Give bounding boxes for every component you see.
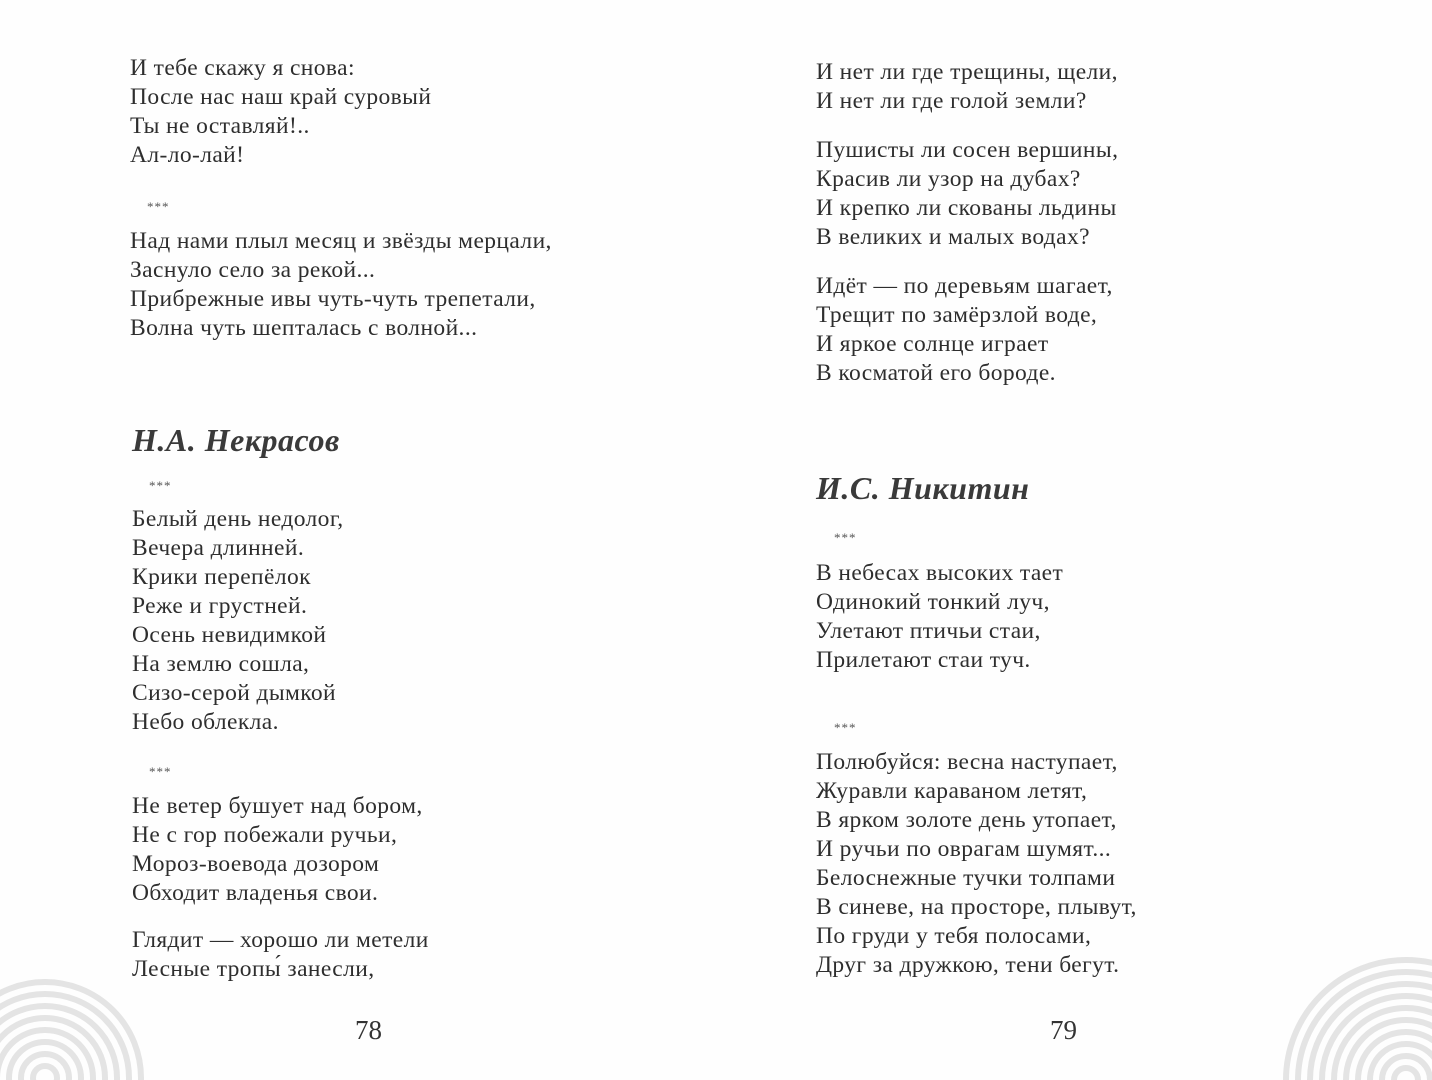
page-number: 79 [1050, 1015, 1077, 1045]
stanza [816, 559, 1063, 675]
verse-line: И тебе скажу я снова: [130, 55, 355, 81]
stanza [816, 136, 1118, 252]
right-page [716, 0, 1432, 1080]
verse-line: Обходит владенья свои. [132, 880, 379, 906]
stanza [132, 505, 343, 737]
verse-line: И нет ли где трещины, щели, [816, 59, 1118, 85]
verse-line: Белый день недолог, [132, 506, 344, 532]
verse-line: Идёт — по деревьям шагает, [816, 273, 1113, 299]
verse-line: Вечера длинней. [132, 535, 305, 561]
verse-line: И яркое солнце играет [816, 331, 1049, 357]
verse-line: Небо облекла. [132, 709, 279, 735]
verse-line: Крики перепёлок [132, 564, 311, 590]
spiral-ornament-icon [0, 960, 150, 1080]
verse-line: На землю сошла, [132, 651, 310, 677]
verse-line: Улетают птичьи стаи, [816, 618, 1041, 644]
section-divider: *** [834, 530, 857, 545]
verse-line: По груди у тебя полосами, [816, 923, 1092, 949]
verse-line: Реже и грустней. [132, 593, 308, 619]
verse-line: Трещит по замёрзлой воде, [816, 302, 1098, 328]
verse-line: Заснуло село за рекой... [130, 257, 376, 283]
spiral-ornament-icon [1276, 940, 1432, 1080]
verse-line: Ты не оставляй!.. [130, 113, 310, 139]
section-divider: *** [149, 764, 172, 779]
stanza [816, 748, 1137, 980]
verse-line: Не с гор побежали ручьи, [132, 822, 398, 848]
stanza [132, 792, 423, 908]
verse-line: Прибрежные ивы чуть-чуть трепетали, [130, 286, 536, 312]
verse-line: Прилетают стаи туч. [816, 647, 1031, 673]
verse-line: Ал-ло-лай! [130, 142, 245, 168]
verse-line: Журавли караваном летят, [816, 778, 1088, 804]
verse-line: Красив ли узор на дубах? [816, 166, 1081, 192]
verse-line: Сизо-серой дымкой [132, 680, 337, 706]
author-heading: И.С. Никитин [816, 470, 1030, 506]
section-divider: *** [149, 478, 172, 493]
verse-line: И нет ли где голой земли? [816, 88, 1087, 114]
verse-line: Полюбуйся: весна наступает, [816, 749, 1118, 775]
verse-line: И ручьи по оврагам шумят... [816, 836, 1112, 862]
section-divider: *** [147, 199, 170, 214]
stanza [132, 926, 429, 984]
verse-line: После нас наш край суровый [130, 84, 432, 110]
verse-line: Пушисты ли сосен вершины, [816, 137, 1119, 163]
page-number: 78 [355, 1015, 382, 1045]
verse-line: Лесные тропы́ занесли, [132, 956, 375, 982]
verse-line: Осень невидимкой [132, 622, 327, 648]
verse-line: Не ветер бушует над бором, [132, 793, 423, 819]
verse-line: И крепко ли скованы льдины [816, 195, 1117, 221]
verse-line: Глядит — хорошо ли метели [132, 927, 429, 953]
stanza [130, 227, 552, 343]
verse-line: Одинокий тонкий луч, [816, 589, 1050, 615]
verse-line: Волна чуть шепталась с волной... [130, 315, 478, 341]
stanza [816, 272, 1113, 388]
verse-line: В великих и малых водах? [816, 224, 1090, 250]
verse-line: Мороз-воевода дозором [132, 851, 380, 877]
verse-line: В косматой его бороде. [816, 360, 1056, 386]
section-divider: *** [834, 720, 857, 735]
stanza [130, 54, 431, 170]
verse-line: В небесах высоких тает [816, 560, 1064, 586]
verse-line: В синеве, на просторе, плывут, [816, 894, 1137, 920]
stanza [816, 58, 1118, 116]
verse-line: В ярком золоте день утопает, [816, 807, 1117, 833]
author-heading: Н.А. Некрасов [132, 422, 340, 458]
verse-line: Над нами плыл месяц и звёзды мерцали, [130, 228, 552, 254]
verse-line: Друг за дружкою, тени бегут. [816, 952, 1120, 978]
verse-line: Белоснежные тучки толпами [816, 865, 1116, 891]
